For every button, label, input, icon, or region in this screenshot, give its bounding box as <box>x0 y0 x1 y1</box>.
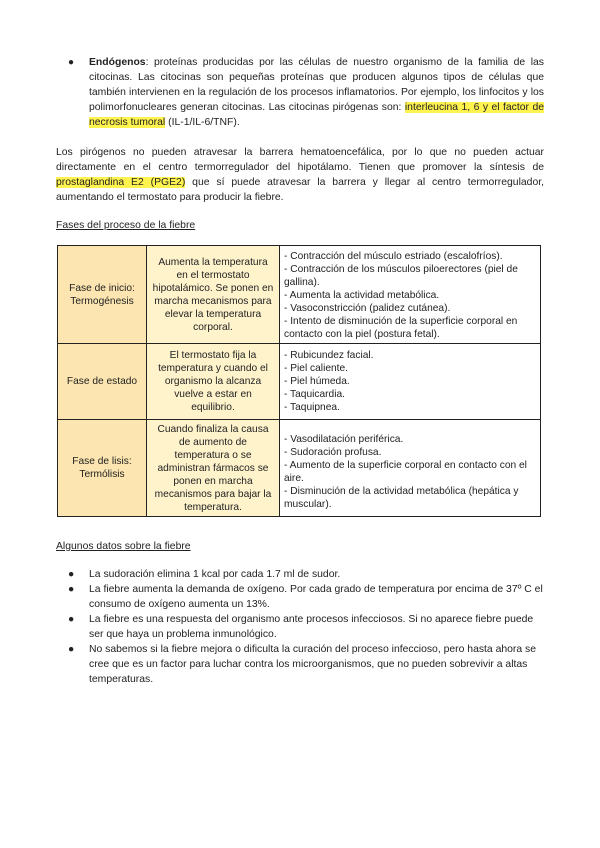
bullet-icon: ● <box>68 614 75 625</box>
descripcion-cell: Cuando finaliza la causa de aumento de temperatura o se administran fármacos se ponen en marcha mecanismos para bajar la temperatura. <box>147 420 280 517</box>
pirogenos-paragraph: Los pirógenos no pueden atravesar la barrera hematoencefálica, por lo que no pueden actuar directamente en el centro termorregulador del hipotálamo. Tienen que promover la síntesis de prostaglandina E2 (PGE2) que sí puede atravesar la barrera y llegar al centro termorregulador, aumentando el termostato para producir la fiebre. <box>56 147 545 203</box>
fase-cell: Fase de lisis: Termólisis <box>58 420 147 517</box>
bullet-icon: ● <box>68 644 75 655</box>
table-row <box>58 344 541 420</box>
endogenos-bullet <box>68 55 545 130</box>
list-item: ● La sudoración elimina 1 kcal por cada 1.7 ml de sudor. <box>68 569 341 580</box>
descripcion-cell: Aumenta la temperatura en el termostato hipotalámico. Se ponen en marcha mecanismos para elevar la temperatura corporal. <box>147 246 280 344</box>
endogenos-text: Endógenos: proteínas producidas por las células de nuestro organismo de la familia de las citocinas. Las citocinas son pequeñas proteínas que producen algunos tipos de células que también intervienen en la regulación de los procesos inflamatorios. Por ejemplo, los linfocitos y los polimorfonucleares generan citocinas. Las citocinas pirógenas son: interleucina 1, 6 y el factor de necrosis tumoral (IL-1/IL-6/TNF). <box>89 57 545 128</box>
list-item: ● La fiebre es una respuesta del organismo ante procesos infecciosos. Si no aparece fiebre puede ser que haya un problema inmunológico. <box>68 614 534 640</box>
bullet-icon: ● <box>68 57 75 68</box>
fase-cell: Fase de inicio: Termogénesis <box>58 246 147 344</box>
signos-cell: - Rubicundez facial. - Piel caliente. - Piel húmeda. - Taquicardia. - Taquipnea. <box>280 344 541 420</box>
list-item: ● La fiebre aumenta la demanda de oxígeno. Por cada grado de temperatura por encima de 37º C el consumo de oxígeno aumenta un 13%. <box>68 584 543 610</box>
highlighted-citocinas: interleucina 1, 6 y el factor de necrosis tumoral <box>89 102 545 128</box>
highlighted-pge2: prostaglandina E2 (PGE2) <box>56 177 186 188</box>
fases-table <box>57 245 541 517</box>
table-row <box>58 420 541 517</box>
bullet-icon: ● <box>68 569 75 580</box>
fase-cell: Fase de estado <box>58 344 147 420</box>
datos-list <box>68 567 544 687</box>
endogenos-term: Endógenos <box>89 57 146 68</box>
bullet-icon: ● <box>68 584 75 595</box>
datos-title: Algunos datos sobre la fiebre <box>56 541 191 552</box>
fases-title: Fases del proceso de la fiebre <box>56 220 196 231</box>
descripcion-cell: El termostato fija la temperatura y cuando el organismo la alcanza vuelve a estar en equilibrio. <box>147 344 280 420</box>
signos-cell: - Vasodilatación periférica. - Sudoración profusa. - Aumento de la superficie corporal en contacto con el aire. - Disminución de la actividad metabólica (hepática y muscular). <box>280 420 541 517</box>
table-row <box>58 246 541 344</box>
signos-cell: - Contracción del músculo estriado (escalofríos). - Contracción de los músculos piloerectores (piel de gallina). - Aumenta la actividad metabólica. - Vasoconstricción (palidez cutánea). - Intento de disminución de la superficie corporal en contacto con la piel (postura fetal). <box>280 246 541 344</box>
list-item: ● No sabemos si la fiebre mejora o dificulta la curación del proceso infeccioso, pero hasta ahora se cree que es un factor para luchar contra los microorganismos, que no pueden sobrevivir a altas temperaturas. <box>68 644 537 685</box>
